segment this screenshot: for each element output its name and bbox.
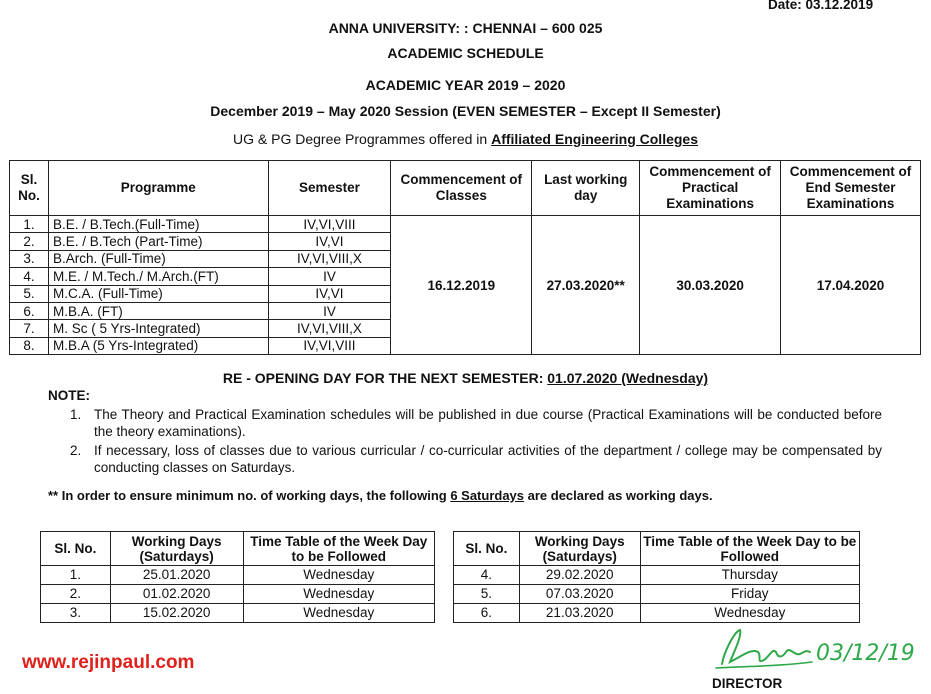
programmes-prefix: UG & PG Degree Programmes offered in	[233, 131, 492, 147]
saturdays-note	[48, 488, 713, 503]
table-row	[454, 585, 860, 604]
reopening-label: RE - OPENING DAY FOR THE NEXT SEMESTER:	[222, 370, 548, 386]
saturdays-suffix: are declared as working days.	[524, 488, 713, 503]
director-signature-image	[712, 622, 915, 672]
director-label: DIRECTOR	[712, 676, 783, 691]
header-practical: Commencement of Practical Examinations	[640, 161, 781, 216]
reopening-date: 01.07.2020 (Wednesday)	[547, 370, 709, 386]
note-text: The Theory and Practical Examination schedules will be published in due course (Practical Examinations will be conducted before the theory examinations).	[94, 407, 882, 439]
saturdays-count: 6 Saturdays	[450, 488, 525, 503]
row-sl-no: 5.	[10, 285, 49, 302]
signature-stroke	[722, 630, 810, 664]
signature-date: 03/12/19	[816, 641, 915, 666]
row-date: 01.02.2020	[110, 585, 243, 604]
table-header-row	[454, 532, 860, 566]
table-row	[41, 604, 435, 623]
row-programme: M.E. / M.Tech./ M.Arch.(FT)	[48, 268, 268, 285]
row-sl-no: 6.	[10, 302, 49, 319]
commencement-date: 16.12.2019	[391, 216, 532, 355]
header-semester: Semester	[268, 161, 391, 216]
academic-schedule-table	[9, 160, 921, 355]
header-working-days: Working Days (Saturdays)	[110, 532, 243, 566]
table-row	[454, 604, 860, 623]
row-programme: B.E. / B.Tech.(Full-Time)	[48, 216, 268, 233]
row-sl-no: 4.	[10, 268, 49, 285]
end-semester-date: 17.04.2020	[781, 216, 921, 355]
row-programme: M. Sc ( 5 Yrs-Integrated)	[48, 320, 268, 337]
row-sl-no: 6.	[454, 604, 520, 623]
row-sl-no: 7.	[10, 320, 49, 337]
row-semester: IV	[268, 268, 391, 285]
table-header-row	[10, 161, 921, 216]
note-text: If necessary, loss of classes due to various curricular / co-curricular activities of the department / college may be compensated by conducting classes on Saturdays.	[94, 443, 882, 475]
reopening-line	[0, 370, 931, 386]
document-date: Date: 03.12.2019	[768, 0, 874, 12]
note-title: NOTE:	[48, 388, 90, 403]
row-programme: M.B.A (5 Yrs-Integrated)	[48, 337, 268, 354]
row-semester: IV,VI,VIII	[268, 216, 391, 233]
row-date: 25.01.2020	[110, 566, 243, 585]
last-working-date: 27.03.2020**	[532, 216, 640, 355]
row-day: Thursday	[640, 566, 859, 585]
row-semester: IV	[268, 302, 391, 319]
row-date: 15.02.2020	[110, 604, 243, 623]
row-date: 29.02.2020	[519, 566, 640, 585]
programmes-colleges: Affiliated Engineering Colleges	[491, 131, 698, 147]
university-title: ANNA UNIVERSITY: : CHENNAI – 600 025	[328, 20, 603, 36]
header-timetable: Time Table of the Week Day to be Followed	[640, 532, 859, 566]
row-sl-no: 3.	[10, 250, 49, 267]
header-last-working-day: Last working day	[532, 161, 640, 216]
table-header-row	[41, 532, 435, 566]
row-semester: IV,VI,VIII,X	[268, 250, 391, 267]
row-sl-no: 2.	[10, 233, 49, 250]
practical-date: 30.03.2020	[640, 216, 781, 355]
row-semester: IV,VI,VIII,X	[268, 320, 391, 337]
working-saturdays-table-right	[453, 531, 860, 623]
header-timetable: Time Table of the Week Day to be Followed	[243, 532, 434, 566]
academic-year: ACADEMIC YEAR 2019 – 2020	[365, 77, 566, 93]
session-title: December 2019 – May 2020 Session (EVEN SEMESTER – Except II Semester)	[210, 103, 721, 119]
row-programme: B.Arch. (Full-Time)	[48, 250, 268, 267]
row-day: Wednesday	[640, 604, 859, 623]
row-sl-no: 5.	[454, 585, 520, 604]
working-saturdays-table-left	[40, 531, 435, 623]
programmes-line	[0, 131, 931, 147]
row-sl-no: 8.	[10, 337, 49, 354]
header-programme: Programme	[48, 161, 268, 216]
row-semester: IV,VI,VIII	[268, 337, 391, 354]
row-semester: IV,VI	[268, 285, 391, 302]
row-date: 21.03.2020	[519, 604, 640, 623]
table-row	[454, 566, 860, 585]
row-semester: IV,VI	[268, 233, 391, 250]
header-sl-no: Sl. No.	[454, 532, 520, 566]
row-sl-no: 1.	[10, 216, 49, 233]
header-commencement: Commencement of Classes	[391, 161, 532, 216]
schedule-title: ACADEMIC SCHEDULE	[387, 45, 544, 61]
row-sl-no: 3.	[41, 604, 111, 623]
row-day: Wednesday	[243, 585, 434, 604]
note-number: 2.	[70, 443, 82, 458]
saturdays-prefix: ** In order to ensure minimum no. of working days, the following	[48, 488, 451, 503]
row-sl-no: 1.	[41, 566, 111, 585]
row-programme: M.B.A. (FT)	[48, 302, 268, 319]
table-row	[41, 585, 435, 604]
table-row	[10, 216, 921, 233]
header-sl-no: Sl. No.	[41, 532, 111, 566]
website-link[interactable]: www.rejinpaul.com	[22, 652, 195, 673]
row-programme: M.C.A. (Full-Time)	[48, 285, 268, 302]
header-working-days: Working Days (Saturdays)	[519, 532, 640, 566]
row-day: Friday	[640, 585, 859, 604]
header-end-semester: Commencement of End Semester Examinations	[781, 161, 921, 216]
row-sl-no: 4.	[454, 566, 520, 585]
row-programme: B.E. / B.Tech (Part-Time)	[48, 233, 268, 250]
note-number: 1.	[70, 407, 82, 422]
row-day: Wednesday	[243, 566, 434, 585]
table-row	[41, 566, 435, 585]
row-date: 07.03.2020	[519, 585, 640, 604]
row-sl-no: 2.	[41, 585, 111, 604]
header-sl-no: Sl. No.	[10, 161, 49, 216]
row-day: Wednesday	[243, 604, 434, 623]
